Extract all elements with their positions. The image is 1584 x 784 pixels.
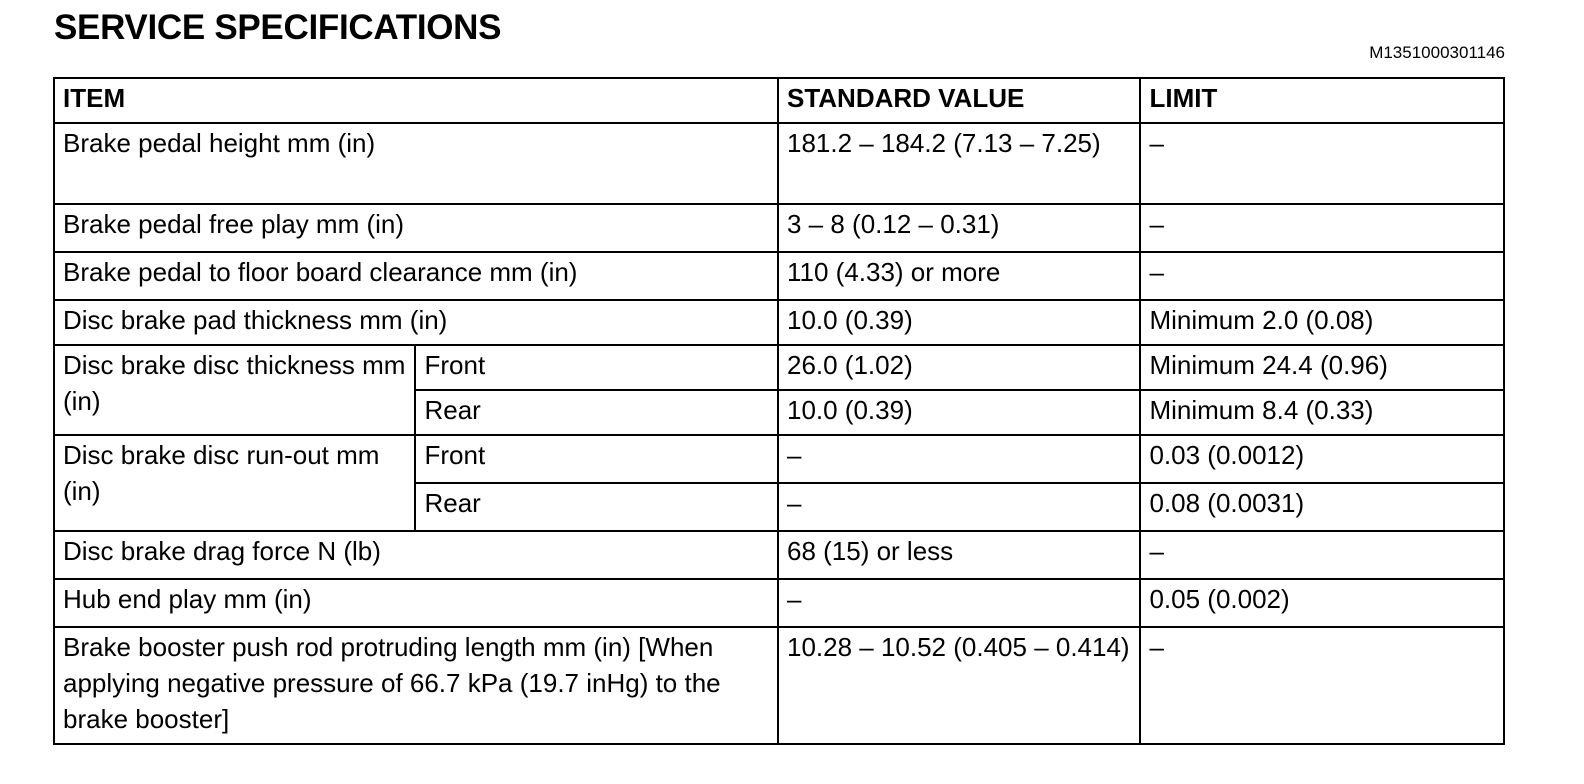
limit-cell: Minimum 24.4 (0.96) [1140,345,1504,390]
table-row [54,300,1504,345]
standard-value-cell: – [778,483,1140,531]
sub-item-cell: Front [415,435,778,483]
table-row [54,123,1504,204]
table-row [54,345,1504,390]
limit-cell: – [1140,627,1504,744]
table-row [54,531,1504,579]
header-standard-value: STANDARD VALUE [778,78,1140,123]
limit-cell: Minimum 8.4 (0.33) [1140,390,1504,435]
item-cell: Brake booster push rod protruding length mm (in) [When applying negative pressure of 66.7 kPa (19.7 inHg) to the brake booster] [54,627,778,744]
table-row [54,627,1504,744]
standard-value-cell: 10.0 (0.39) [778,390,1140,435]
item-cell: Disc brake disc thickness mm (in) [54,345,415,435]
limit-cell: – [1140,204,1504,252]
service-specifications-table [53,77,1505,745]
document-id: M1351000301146 [1369,43,1505,62]
item-cell: Brake pedal height mm (in) [54,123,778,204]
sub-item-cell: Front [415,345,778,390]
sub-item-cell: Rear [415,390,778,435]
limit-cell: 0.05 (0.002) [1140,579,1504,627]
standard-value-cell: – [778,579,1140,627]
standard-value-cell: 181.2 – 184.2 (7.13 – 7.25) [778,123,1140,204]
limit-cell: 0.03 (0.0012) [1140,435,1504,483]
header-item: ITEM [54,78,778,123]
standard-value-cell: 3 – 8 (0.12 – 0.31) [778,204,1140,252]
table-row [54,435,1504,483]
item-cell: Disc brake drag force N (lb) [54,531,778,579]
standard-value-cell: 10.28 – 10.52 (0.405 – 0.414) [778,627,1140,744]
limit-cell: – [1140,531,1504,579]
page-title: SERVICE SPECIFICATIONS [54,8,502,47]
item-cell: Hub end play mm (in) [54,579,778,627]
header-limit: LIMIT [1140,78,1504,123]
sub-item-cell: Rear [415,483,778,531]
item-cell: Brake pedal free play mm (in) [54,204,778,252]
table-row [54,252,1504,300]
limit-cell: – [1140,252,1504,300]
standard-value-cell: 68 (15) or less [778,531,1140,579]
standard-value-cell: 10.0 (0.39) [778,300,1140,345]
item-cell: Disc brake disc run-out mm (in) [54,435,415,531]
item-cell: Disc brake pad thickness mm (in) [54,300,778,345]
table-row [54,579,1504,627]
limit-cell: Minimum 2.0 (0.08) [1140,300,1504,345]
standard-value-cell: 26.0 (1.02) [778,345,1140,390]
table-row [54,204,1504,252]
limit-cell: 0.08 (0.0031) [1140,483,1504,531]
standard-value-cell: – [778,435,1140,483]
standard-value-cell: 110 (4.33) or more [778,252,1140,300]
limit-cell: – [1140,123,1504,204]
item-cell: Brake pedal to floor board clearance mm (in) [54,252,778,300]
table-header-row [54,78,1504,123]
